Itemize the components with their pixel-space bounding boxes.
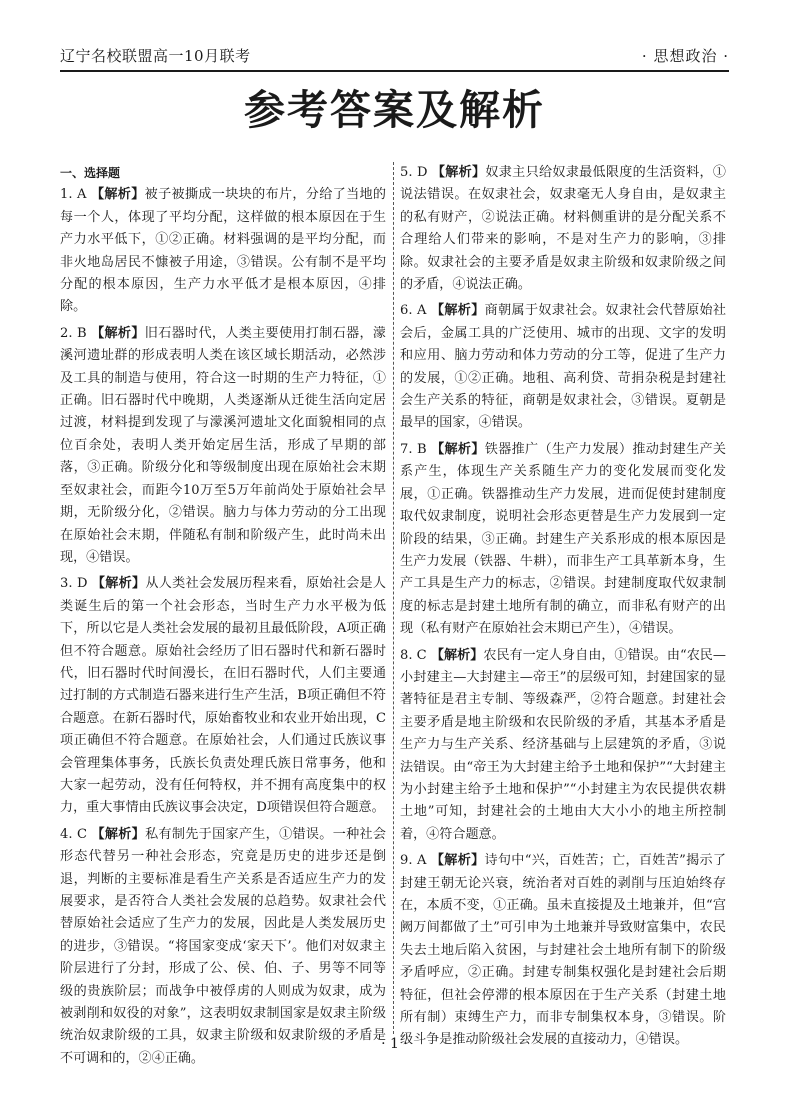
right-column (400, 162, 727, 1048)
answer-text: 私有制先于国家产生，①错误。一种社会形态代替另一种社会形态，究竟是历史的进步还是倒退，判断的主要标准是看生产关系是否适应生产力的发展要求，是否符合人类社会发展的总趋势。奴隶社会代替原始社会适应了生产力的发展，因此是人类发展历史的进步，③错误。“将国家变成‘家天下’。他们对奴隶主阶层进行了分封，形成了公、侯、伯、子、男等不同等级的贵族阶层；而战争中被俘虏的人则成为奴隶，成为被剥削和奴役的对象”，这表明奴隶制国家是奴隶主阶级统治奴隶阶级的工具，奴隶主阶级和奴隶阶级的矛盾是不可调和的，②④正确。 (60, 826, 386, 1066)
analysis-tag: 【解析】 (431, 165, 486, 180)
answer-prefix: 4. C (60, 826, 92, 842)
analysis-tag: 【解析】 (430, 647, 484, 663)
answer-text: 铁器推广（生产力发展）推动封建生产关系产生，体现生产关系随生产力的变化发展而变化发展，①正确。铁器推动生产力发展，进而促使封建制度取代奴隶制度，说明社会形态更替是生产力发展到一定阶段的结果，③正确。封建生产关系形成的根本原因是生产力发展（铁器、牛耕），而非生产工具革新本身，生产工具是生产力的标志，②错误。封建制度取代奴隶制度的标志是封建土地所有制的确立，而非私有财产的出现（私有财产在原始社会末期已产生），④错误。 (400, 441, 726, 637)
analysis-tag: 【解析】 (430, 303, 485, 319)
analysis-tag: 【解析】 (91, 576, 146, 592)
answer-item (400, 300, 726, 434)
analysis-tag: 【解析】 (91, 826, 146, 842)
exam-name: 辽宁名校联盟高一10月联考 (60, 47, 251, 65)
page-title: 参考答案及解析 (244, 86, 545, 134)
answer-prefix: 1. A (60, 187, 91, 203)
answer-text: 从人类社会发展历程来看，原始社会是人类诞生后的第一个社会形态，当时生产力水平极为低下，所以它是人类社会发展的最初且最低阶段，A项正确但不符合题意。原始社会经历了旧石器时代和新石器时代，旧石器时代时间漫长，在旧石器时代，人们主要通过打制的方式制造石器来进行生产生活，B项正确但不符合题意。在新石器时代，原始畜牧业和农业开始出现，C项正确但不符合题意。在原始社会，人们通过氏族议事会管理集体事务，氏族长负责处理氏族日常事务，他和大家一起劳动，没有任何特权，并不拥有高度集中的权力，重大事情由氏族议事会决定，D项错误但符合题意。 (60, 576, 386, 816)
section-title: 一、选择题 (60, 166, 121, 180)
analysis-tag: 【解析】 (430, 853, 485, 869)
answer-prefix: 3. D (60, 576, 92, 592)
analysis-tag: 【解析】 (431, 441, 485, 457)
answer-prefix: 8. C (400, 647, 431, 663)
answer-item (60, 573, 386, 819)
analysis-tag: 【解析】 (90, 187, 145, 203)
answer-text: 旧石器时代，人类主要使用打制石器，濛溪河遗址群的形成表明人类在该区域长期活动，必然涉及工具的制造与使用，符合这一时期的生产力特征，①正确。旧石器时代中晚期，人类逐渐从迁徙生活向定居过渡，材料提到发现了与濛溪河遗址文化面貌相同的点位百余处，表明人类开始定居生活，形成了早期的部落，③正确。阶级分化和等级制度出现在原始社会末期至奴隶社会，而距今10万至5万年前尚处于原始社会早期，无阶级分化，②错误。脑力与体力劳动的分工出现在原始社会末期，伴随私有制和阶级产生，此时尚未出现，④错误。 (60, 325, 386, 565)
answer-text: 奴隶主只给奴隶最低限度的生活资料，①说法错误。在奴隶社会，奴隶毫无人身自由，是奴隶主的私有财产，②说法正确。材料侧重讲的是分配关系不合理给人们带来的影响，不是对生产力的影响，③排除。奴隶社会的主要矛盾是奴隶主阶级和奴隶阶级之间的矛盾，④说法正确。 (400, 165, 726, 293)
page-header (60, 40, 729, 72)
answer-item (60, 824, 386, 1070)
answer-text: 被子被撕成一块块的布片，分给了当地的每一个人，体现了平均分配，这样做的根本原因在于生产力水平低下，①②正确。材料强调的是平均分配，而非火地岛居民不慷被子用途，③错误。公有制不是平均分配的根本原因，生产力水平低才是根本原因，④排除。 (60, 187, 387, 315)
page-number: · 1 · (381, 1036, 408, 1052)
answer-item (400, 162, 726, 296)
answer-item (400, 850, 726, 1052)
answer-prefix: 9. A (400, 853, 431, 869)
answer-prefix: 7. B (400, 441, 432, 457)
answer-item (400, 645, 726, 847)
column-divider (393, 162, 394, 1034)
left-column (60, 162, 387, 1066)
answer-prefix: 2. B (60, 325, 92, 341)
answer-text: 商朝属于奴隶社会。奴隶社会代替原始社会后，金属工具的广泛使用、城市的出现、文字的发明和应用、脑力劳动和体力劳动的分工等，促进了生产力的发展，①②正确。地租、高利贷、苛捐杂税是封建社会生产关系的特征，商朝是奴隶社会，③错误。夏朝是最早的国家，④错误。 (400, 303, 727, 431)
answer-item (400, 439, 726, 641)
answer-item (60, 184, 386, 318)
answer-prefix: 5. D (400, 165, 432, 180)
answer-text: 诗句中“兴，百姓苦；亡，百姓苦”揭示了封建王朝无论兴衰，统治者对百姓的剥削与压迫始终存在，本质不变，①正确。虽未直接提及土地兼并，但“宫阙万间都做了土”可引申为土地兼并导致财富集中，农民失去土地后陷入贫困，与封建社会土地所有制下的阶级矛盾呼应，②正确。封建专制集权强化是封建社会后期特征，但社会停滞的根本原因在于生产关系（封建土地所有制）束缚生产力，而非专制集权本身，③错误。阶级斗争是推动阶级社会发展的直接动力，④错误。 (400, 853, 727, 1048)
analysis-tag: 【解析】 (91, 325, 145, 341)
answer-text: 农民有一定人身自由，①错误。由“农民—小封建主—大封建主—帝王”的层级可知，封建国家的显著特征是君主专制、等级森严，②符合题意。封建社会主要矛盾是地主阶级和农民阶级的矛盾，其基本矛盾是生产力与生产关系、经济基础与上层建筑的矛盾，③说法错误。由“帝王为大封建主给予土地和保护”“大封建主为小封建主给予土地和保护”“小封建主为农民提供农耕土地”可知，封建社会的土地由大大小小的地主所控制着，④符合题意。 (400, 647, 727, 842)
answer-prefix: 6. A (400, 303, 431, 319)
answer-item (60, 323, 386, 569)
subject-name: · 思想政治 · (641, 47, 729, 65)
answer-columns (60, 162, 740, 1066)
